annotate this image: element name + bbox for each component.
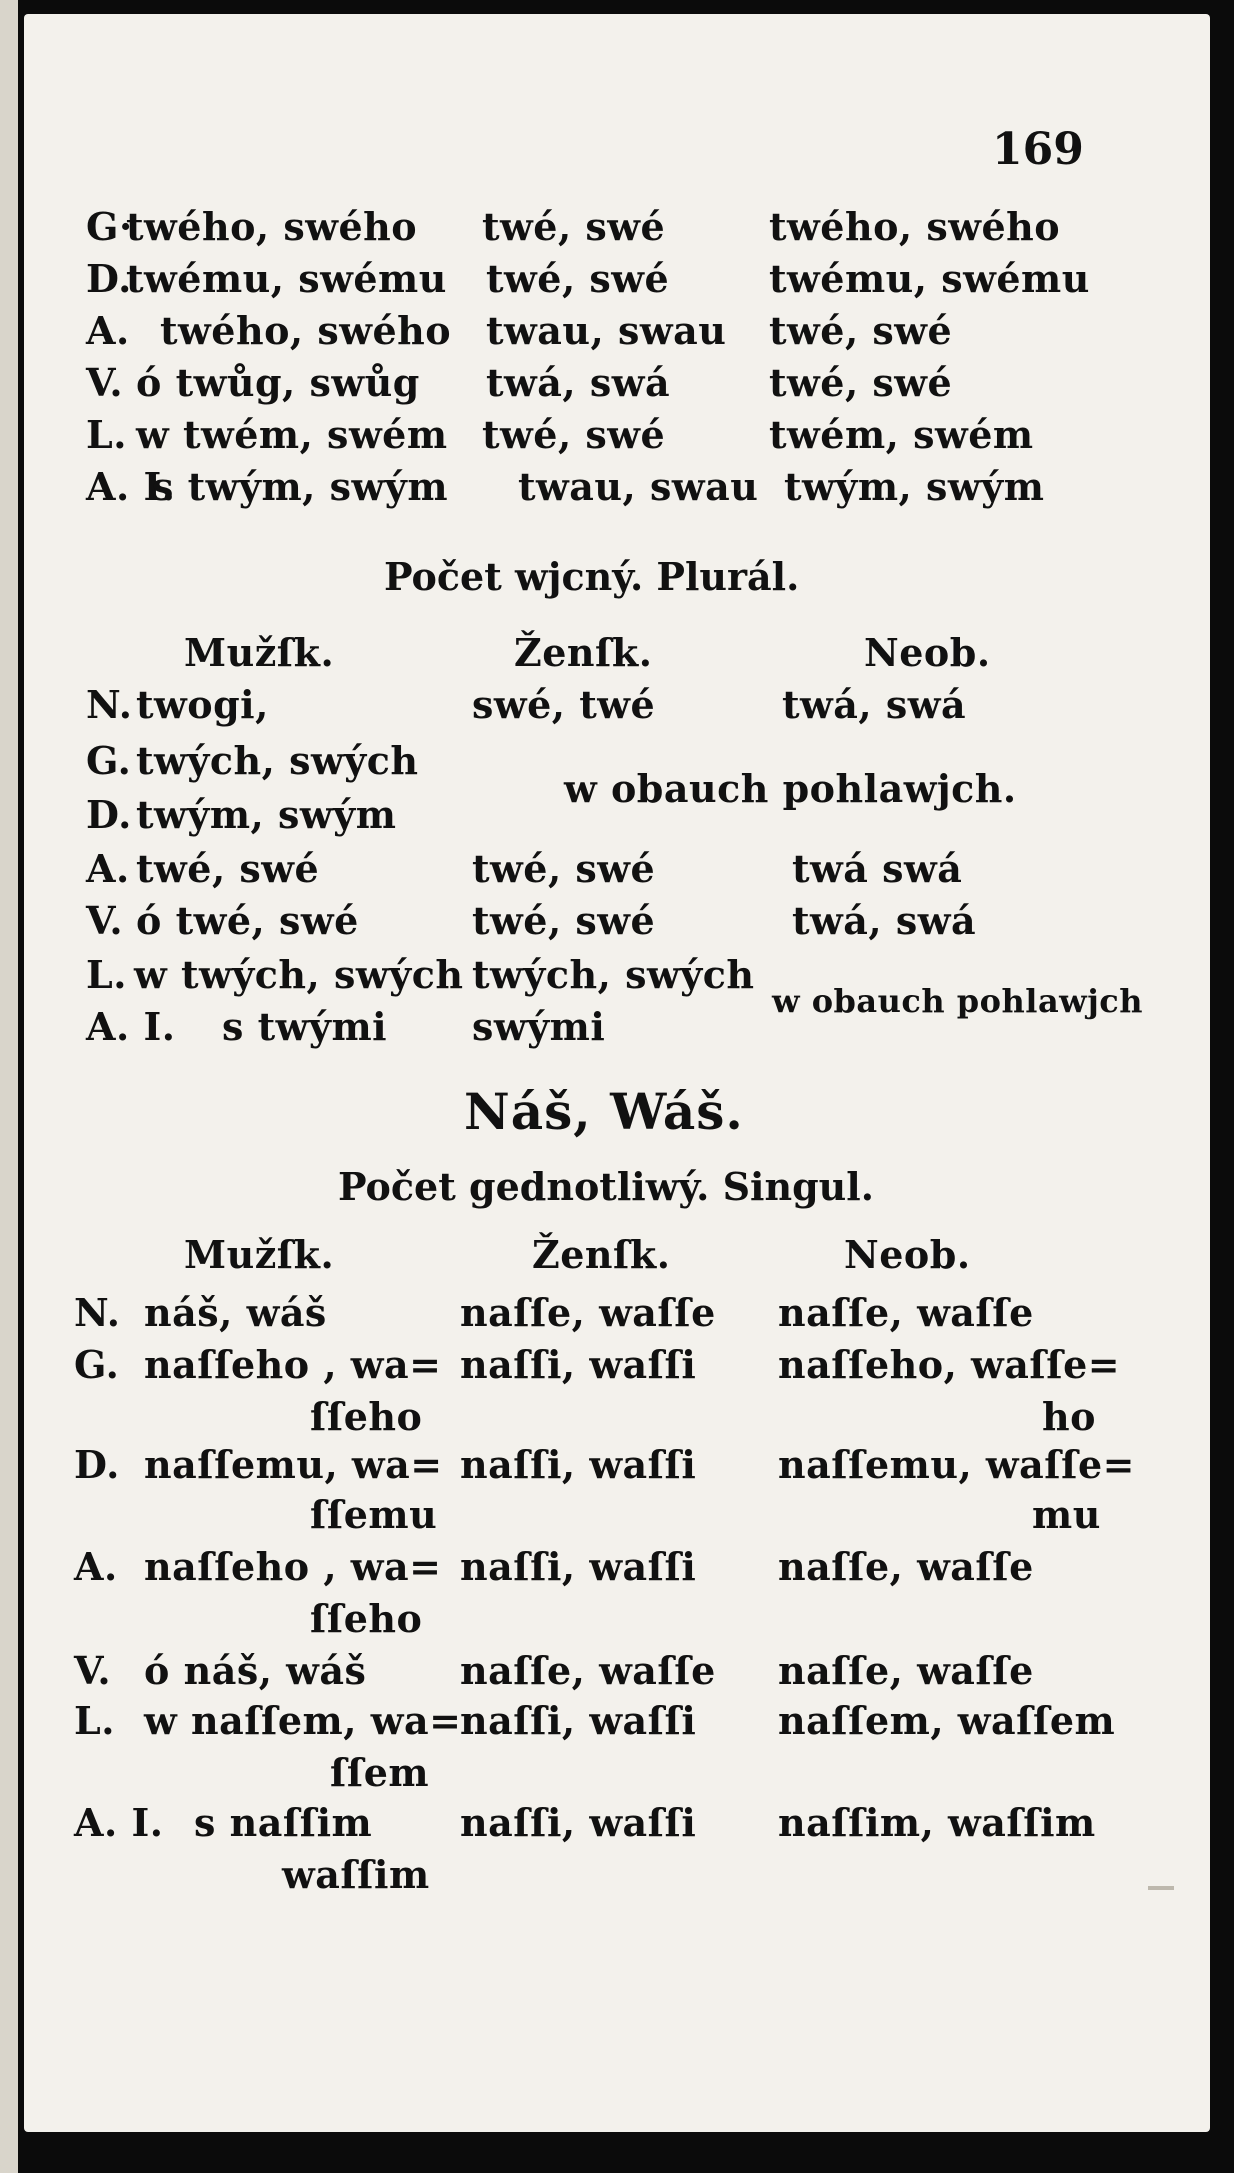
masculine-form: s twými [222, 1004, 388, 1049]
masculine-form: náš, wáš [144, 1290, 327, 1335]
masculine-form-continuation: ſſeho [310, 1596, 423, 1641]
feminine-form: naſſi, waſſi [460, 1442, 697, 1487]
feminine-form: twé, swé [472, 898, 656, 943]
feminine-form: naſſi, waſſi [460, 1698, 697, 1743]
case-label: G· [86, 204, 133, 249]
case-label: A. [74, 1544, 118, 1589]
case-label: A. I. [86, 1004, 176, 1049]
case-label: D. [86, 256, 132, 301]
feminine-form: naſſi, waſſi [460, 1544, 697, 1589]
feminine-form: twé, swé [482, 412, 666, 457]
feminine-form: twá, swá [486, 360, 671, 405]
neuter-form-continuation: ho [1042, 1394, 1096, 1439]
column-header-masculine: Mužſk. [184, 630, 335, 675]
case-label: A. [86, 846, 130, 891]
case-label: A. [86, 308, 130, 353]
feminine-form: naſſi, waſſi [460, 1342, 697, 1387]
neuter-form-continuation: mu [1032, 1492, 1101, 1537]
neuter-form: naſſeho, waſſe= [778, 1342, 1121, 1387]
feminine-form: twé, swé [486, 256, 670, 301]
masculine-form: twogi, [136, 682, 269, 727]
masculine-form: ó twé, swé [136, 898, 359, 943]
case-label: D. [74, 1442, 120, 1487]
singular-heading: Počet gednotliwý. Singul. [338, 1164, 874, 1209]
masculine-form: s naſſim [194, 1800, 373, 1845]
masculine-form: w twém, swém [136, 412, 448, 457]
masculine-form: naſſeho , wa= [144, 1544, 442, 1589]
feminine-form: swými [472, 1004, 606, 1049]
masculine-form: w twých, swých [134, 952, 464, 997]
case-label: V. [74, 1648, 112, 1693]
neuter-form: twé, swé [769, 360, 953, 405]
masculine-form-continuation: ſſem [330, 1750, 430, 1795]
feminine-form: naſſe, waſſe [460, 1648, 716, 1693]
case-label: N. [74, 1290, 121, 1335]
neuter-form: twá swá [792, 846, 963, 891]
case-label: V. [86, 898, 124, 943]
masculine-form-continuation: ſſemu [310, 1492, 438, 1537]
masculine-form: twým, swým [136, 792, 397, 837]
plural-heading: Počet wjcný. Plurál. [384, 554, 800, 599]
case-label: D. [86, 792, 132, 837]
neuter-form: naſſe, waſſe [778, 1290, 1034, 1335]
column-header-neuter: Neob. [844, 1232, 971, 1277]
column-header-feminine: Ženſk. [514, 630, 653, 675]
feminine-form: swé, twé [472, 682, 656, 727]
neuter-form: naſſemu, waſſe= [778, 1442, 1135, 1487]
masculine-form: twého, swého [126, 204, 418, 249]
case-label: A. I. [86, 464, 176, 509]
masculine-form: w naſſem, wa= [144, 1698, 462, 1743]
section-title: Náš, Wáš. [464, 1082, 744, 1141]
paper-mark [1148, 1886, 1174, 1890]
adjacent-page-edge [0, 0, 18, 2173]
feminine-form: twau, swau [518, 464, 759, 509]
page-number: 169 [992, 124, 1084, 175]
masculine-form: twé, swé [136, 846, 320, 891]
feminine-form: twé, swé [482, 204, 666, 249]
masculine-form: twého, swého [160, 308, 452, 353]
neuter-form: twém, swém [769, 412, 1034, 457]
shared-form-note: w obauch pohlawjch [772, 982, 1144, 1020]
book-page [24, 14, 1210, 2132]
column-header-neuter: Neob. [864, 630, 991, 675]
feminine-form: twé, swé [472, 846, 656, 891]
case-label: V. [86, 360, 124, 405]
case-label: G. [86, 738, 132, 783]
column-header-masculine: Mužſk. [184, 1232, 335, 1277]
neuter-form: naſſe, waſſe [778, 1544, 1034, 1589]
neuter-form: twá, swá [782, 682, 967, 727]
feminine-form: twau, swau [486, 308, 727, 353]
masculine-form: ó náš, wáš [144, 1648, 367, 1693]
masculine-form: naſſeho , wa= [144, 1342, 442, 1387]
case-label: L. [86, 412, 127, 457]
masculine-form-continuation: ſſeho [310, 1394, 423, 1439]
masculine-form: naſſemu, wa= [144, 1442, 443, 1487]
neuter-form: twá, swá [792, 898, 977, 943]
neuter-form: twé, swé [769, 308, 953, 353]
neuter-form: naſſem, waſſem [778, 1698, 1116, 1743]
case-label: A. I. [74, 1800, 164, 1845]
feminine-form: twých, swých [472, 952, 755, 997]
neuter-form: naſſim, waſſim [778, 1800, 1096, 1845]
neuter-form: twým, swým [784, 464, 1045, 509]
neuter-form: twému, swému [769, 256, 1090, 301]
masculine-form: ó twůg, swůg [136, 360, 420, 405]
masculine-form-continuation: waſſim [282, 1852, 430, 1897]
case-label: L. [86, 952, 127, 997]
case-label: N. [86, 682, 133, 727]
feminine-form: naſſe, waſſe [460, 1290, 716, 1335]
neuter-form: twého, swého [769, 204, 1061, 249]
shared-form-note: w obauch pohlawjch. [564, 766, 1017, 811]
case-label: G. [74, 1342, 120, 1387]
masculine-form: twému, swému [126, 256, 447, 301]
neuter-form: naſſe, waſſe [778, 1648, 1034, 1693]
case-label: L. [74, 1698, 115, 1743]
masculine-form: s twým, swým [152, 464, 449, 509]
feminine-form: naſſi, waſſi [460, 1800, 697, 1845]
masculine-form: twých, swých [136, 738, 419, 783]
column-header-feminine: Ženſk. [532, 1232, 671, 1277]
